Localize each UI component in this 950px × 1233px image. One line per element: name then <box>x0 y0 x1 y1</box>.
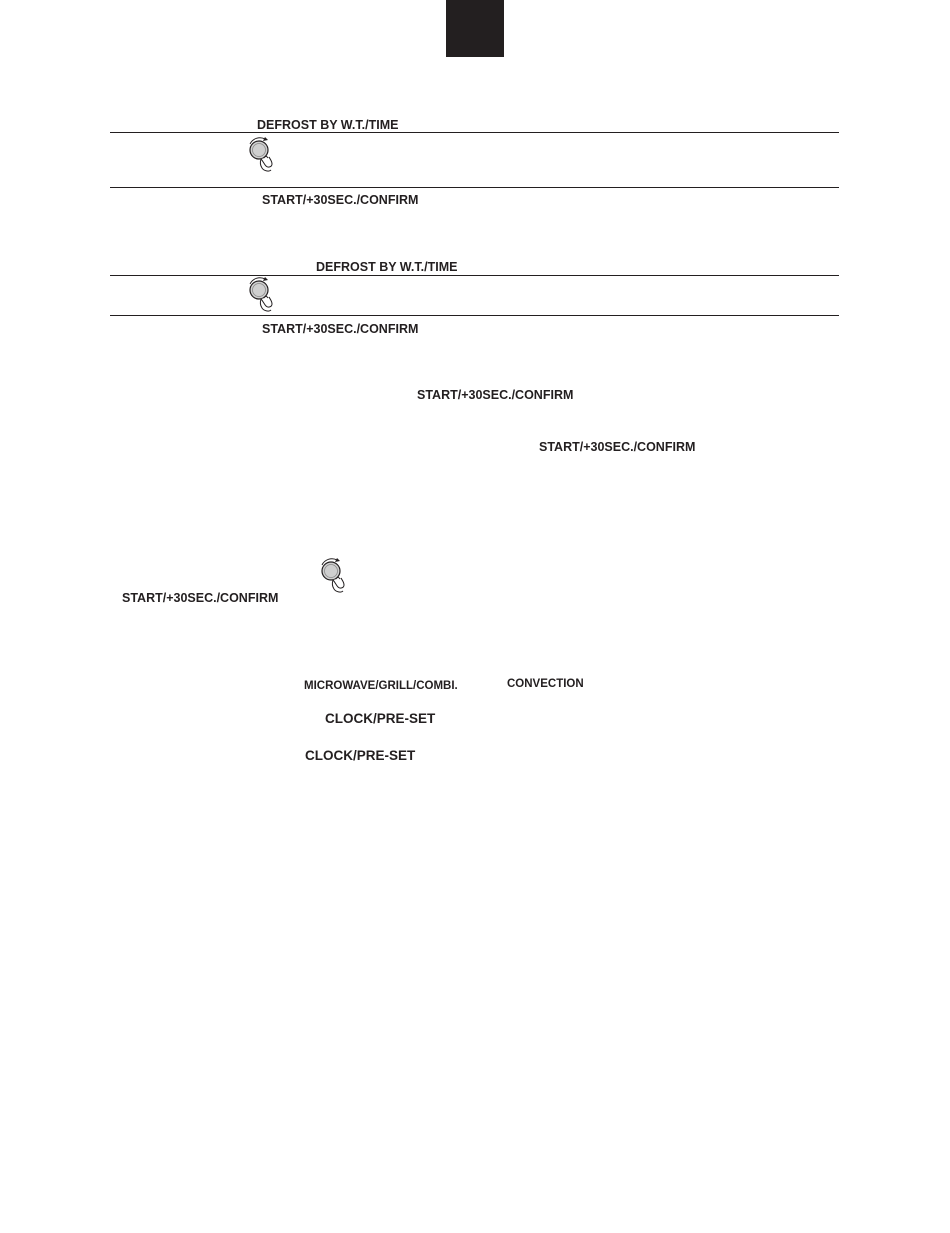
start-confirm-label-4: START/+30SEC./CONFIRM <box>539 440 696 454</box>
divider-4 <box>110 315 839 316</box>
divider-2 <box>110 187 839 188</box>
start-confirm-label-3: START/+30SEC./CONFIRM <box>417 388 574 402</box>
knob-icon <box>246 137 276 177</box>
microwave-grill-combi-label: MICROWAVE/GRILL/COMBI. <box>304 680 458 692</box>
clock-preset-label-1: CLOCK/PRE-SET <box>325 711 436 726</box>
divider-3 <box>110 275 839 276</box>
start-confirm-label-5: START/+30SEC./CONFIRM <box>122 591 279 605</box>
knob-icon <box>318 558 348 598</box>
convection-label: CONVECTION <box>507 678 584 690</box>
divider-1 <box>110 132 839 133</box>
start-confirm-label-2: START/+30SEC./CONFIRM <box>262 322 419 336</box>
defrost-label-2: DEFROST BY W.T./TIME <box>316 260 458 274</box>
page-tab-marker <box>446 0 504 57</box>
defrost-label-1: DEFROST BY W.T./TIME <box>257 118 399 132</box>
knob-icon <box>246 277 276 317</box>
clock-preset-label-2: CLOCK/PRE-SET <box>305 748 416 763</box>
start-confirm-label-1: START/+30SEC./CONFIRM <box>262 193 419 207</box>
